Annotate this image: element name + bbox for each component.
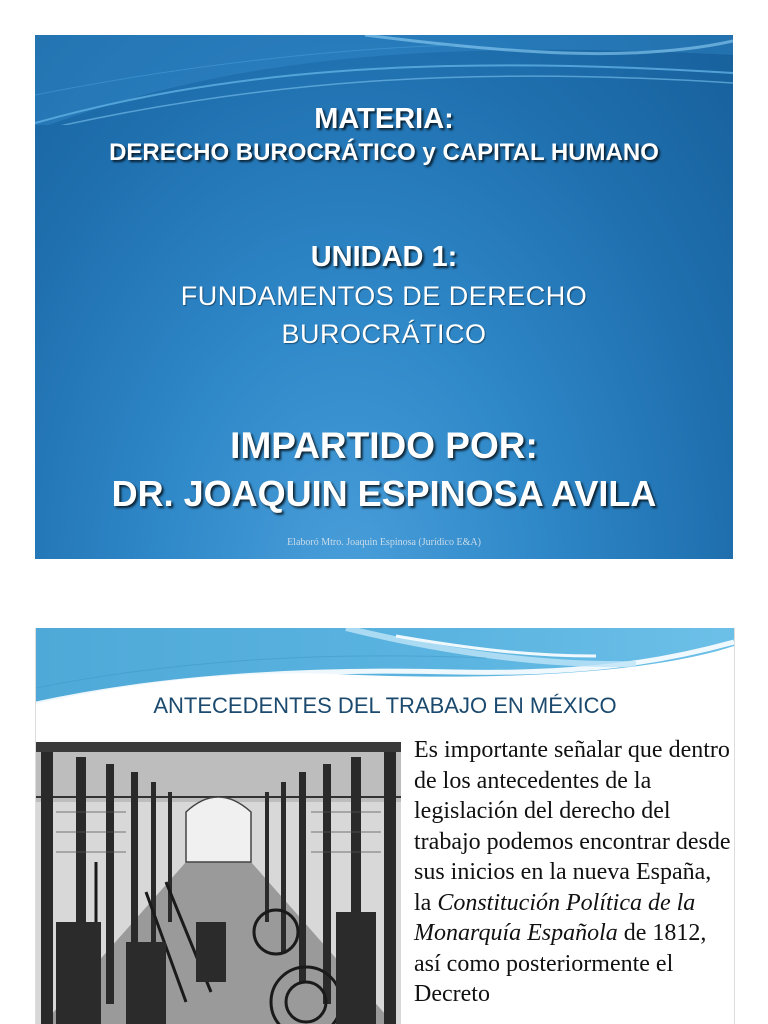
taught-by-label: IMPARTIDO POR:: [230, 425, 538, 466]
instructor-name: DR. JOAQUIN ESPINOSA AVILA: [111, 473, 657, 514]
slide-body-text: [414, 735, 734, 1010]
body-text-part1: Es importante señalar que dentro de los antecedentes de la legislación del derecho del trabajo podemos encontrar desde sus inicios en la nueva España, la: [414, 737, 731, 916]
title-slide: [35, 35, 733, 559]
unit-title-line2: BUROCRÁTICO: [281, 319, 487, 349]
course-heading: MATERIA:: [314, 103, 454, 135]
unit-label: UNIDAD 1:: [310, 241, 458, 273]
unit-title-line1: FUNDAMENTOS DE DERECHO: [180, 281, 588, 311]
body-text-part2: de 1812, así como posteriormente el Decreto: [414, 920, 707, 1007]
content-slide: [35, 628, 735, 1024]
slide-title: ANTECEDENTES DEL TRABAJO EN MÉXICO: [153, 693, 617, 718]
constitution-title: Constitución Política de la Monarquía Española: [414, 889, 696, 946]
slide-footer: Elaboró Mtro. Joaquin Espinosa (Jurídico E&A): [287, 537, 481, 548]
factory-engraving-image: [36, 742, 401, 1024]
course-subject: DERECHO BUROCRÁTICO y CAPITAL HUMANO: [109, 139, 659, 166]
